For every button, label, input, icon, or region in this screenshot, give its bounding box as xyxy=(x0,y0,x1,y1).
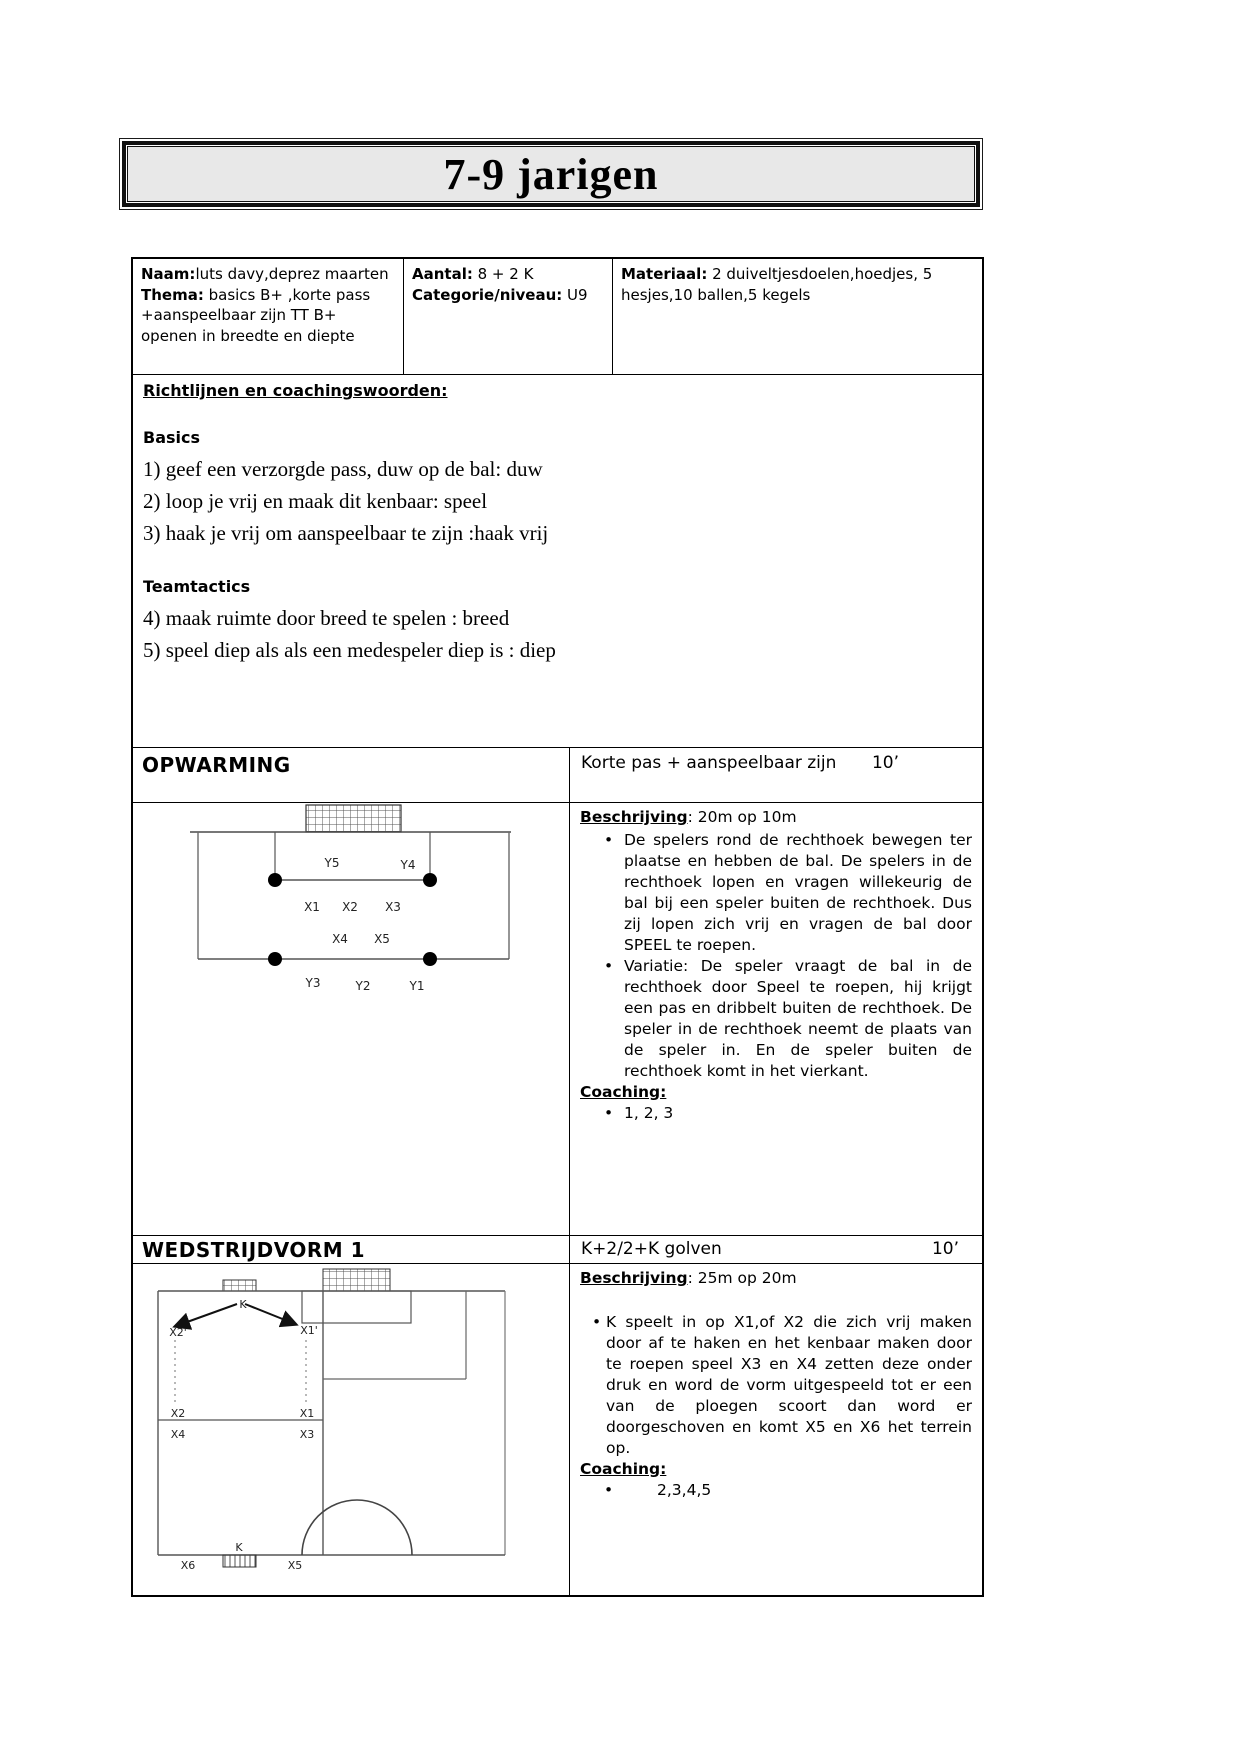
player-label-x2: X2 xyxy=(342,900,358,914)
cone-marker xyxy=(268,952,282,966)
wedstrijdvorm-title: WEDSTRIJDVORM 1 xyxy=(142,1238,366,1262)
beschrijving-size: : 25m op 20m xyxy=(687,1269,797,1287)
keeper-label-top: K xyxy=(239,1298,247,1311)
player-label-x1: X1 xyxy=(299,1407,315,1420)
thema-value: basics B+ ,korte pass +aanspeelbaar zijn TT B+ openen in breedte en diepte xyxy=(141,285,371,346)
goal-icon xyxy=(223,1280,256,1291)
wedstrijdvorm-bullet: • K speelt in op X1,of X2 die zich vrij maken door af te haken en het kenbaar maken door te roepen speel X3 en X4 zetten deze onder druk en word de vorm uitgespeeld tot er een van de ploegen scoort dan word er doorgeschoven en komt X5 en X6 het terrein op. xyxy=(592,1312,972,1459)
basics-item: 1) geef een verzorgde pass, duw op de bal: duw xyxy=(143,457,543,481)
penalty-arc xyxy=(302,1500,412,1555)
thema-label: Thema: xyxy=(141,285,204,304)
player-label-x2: X2 xyxy=(170,1407,186,1420)
opwarming-bullet: • De spelers rond de rechthoek bewegen ter plaatse en hebben de bal. De spelers in de rechthoek lopen en vragen willekeurig de bal bij een speler buiten de rechthoek. Dus zij lopen zich vrij en vragen de bal door SPEEL te roepen. xyxy=(602,830,972,956)
opwarming-title-cell xyxy=(133,748,570,802)
keeper-label-bottom: K xyxy=(235,1541,243,1554)
spacer xyxy=(580,1289,974,1310)
beschrijving-size: : 20m op 10m xyxy=(687,808,797,826)
basics-heading: Basics xyxy=(143,428,201,447)
player-label-y2: Y2 xyxy=(355,979,371,993)
naam-thema-cell xyxy=(133,259,404,374)
player-label-x5: X5 xyxy=(287,1559,303,1572)
title-banner-border xyxy=(122,141,980,207)
main-table xyxy=(131,257,984,1597)
wedstrijdvorm-coaching-list xyxy=(580,1480,974,1501)
pass-arrow-right xyxy=(245,1304,295,1324)
opwarming-title: OPWARMING xyxy=(142,753,291,777)
richtlijnen-heading: Richtlijnen en coachingswoorden: xyxy=(143,381,448,400)
player-label-y1: Y1 xyxy=(409,979,425,993)
cone-marker xyxy=(268,873,282,887)
wedstrijdvorm-coaching-item: • 2,3,4,5 xyxy=(602,1480,974,1501)
opwarming-duration: 10’ xyxy=(871,753,899,773)
title-banner-inner xyxy=(127,146,975,202)
wedstrijdvorm-coaching-heading: Coaching: xyxy=(580,1460,667,1478)
opwarming-bullet: • Variatie: De speler vraagt de bal in de rechthoek door Speel te roepen, hij krijgt een pas en dribbelt buiten de rechthoek. De speler in de rechthoek neemt de plaats van de speler in. En de speler buiten de rechthoek komt in het vierkant. xyxy=(602,956,972,1082)
basics-item: 2) loop je vrij en maak dit kenbaar: speel xyxy=(143,489,488,513)
aantal-categorie-cell xyxy=(404,259,613,374)
goal-icon xyxy=(323,1269,390,1291)
wedstrijdvorm-content-row xyxy=(133,1264,982,1595)
player-label-x4: X4 xyxy=(332,932,348,946)
player-label-x1p: X1' xyxy=(300,1324,318,1337)
teamtactics-item: 5) speel diep als als een medespeler diep is : diep xyxy=(143,638,556,662)
wedstrijdvorm-bullet-list xyxy=(580,1312,974,1459)
naam-label: Naam: xyxy=(141,265,196,283)
title-banner xyxy=(119,138,983,210)
opwarming-header-row xyxy=(133,748,982,803)
richtlijnen-section xyxy=(133,375,982,748)
materiaal-label: Materiaal: xyxy=(621,265,708,283)
player-label-x3: X3 xyxy=(385,900,401,914)
opwarming-beschrijving-line xyxy=(580,807,974,828)
cone-marker xyxy=(423,952,437,966)
player-label-x3: X3 xyxy=(299,1428,315,1441)
categorie-value: U9 xyxy=(562,285,588,304)
page-title: 7-9 jarigen xyxy=(443,149,659,199)
wedstrijdvorm-header-row xyxy=(133,1236,982,1264)
opwarming-coaching-list xyxy=(580,1103,974,1124)
opwarming-subtitle-cell xyxy=(570,748,982,802)
wedstrijdvorm-beschrijving-line xyxy=(580,1268,974,1289)
player-label-y5: Y5 xyxy=(324,856,340,870)
aantal-value: 8 + 2 K xyxy=(472,265,534,283)
player-label-y3: Y3 xyxy=(305,976,321,990)
info-row xyxy=(133,259,982,375)
categorie-label: Categorie/niveau: xyxy=(412,285,563,304)
teamtactics-item: 4) maak ruimte door breed te spelen : breed xyxy=(143,606,510,630)
teamtactics-list xyxy=(143,602,972,666)
opwarming-field-diagram xyxy=(133,803,570,1236)
materiaal-value: 2 duiveltjesdoelen,hoedjes, 5 hesjes,10 ballen,5 kegels xyxy=(621,265,933,304)
player-label-x2p: X2' xyxy=(169,1326,187,1339)
opwarming-bullet-list xyxy=(580,830,974,1082)
player-label-x1: X1 xyxy=(304,900,320,914)
opwarming-content-row xyxy=(133,803,982,1236)
wedstrijdvorm-subtitle: K+2/2+K golven xyxy=(581,1239,722,1259)
player-label-y4: Y4 xyxy=(400,858,416,872)
player-label-x5: X5 xyxy=(374,932,390,946)
teamtactics-heading: Teamtactics xyxy=(143,577,251,596)
basics-list xyxy=(143,453,972,549)
cone-marker xyxy=(423,873,437,887)
opwarming-subtitle: Korte pas + aanspeelbaar zijn xyxy=(581,753,837,773)
opwarming-coaching-heading: Coaching: xyxy=(580,1083,667,1101)
aantal-label: Aantal: xyxy=(412,265,473,283)
wedstrijdvorm-description-cell xyxy=(570,1264,982,1595)
opwarming-description-cell xyxy=(570,803,982,1235)
wedstrijdvorm-subtitle-cell xyxy=(570,1236,982,1263)
beschrijving-label: Beschrijving xyxy=(580,1269,688,1287)
goal-icon xyxy=(223,1555,256,1567)
opwarming-diagram-cell xyxy=(133,803,570,1235)
naam-value: luts davy,deprez maarten xyxy=(195,265,389,283)
goal-icon xyxy=(306,805,401,832)
opwarming-coaching-item: • 1, 2, 3 xyxy=(602,1103,974,1124)
basics-item: 3) haak je vrij om aanspeelbaar te zijn :haak vrij xyxy=(143,521,549,545)
pass-arrow-left xyxy=(176,1304,237,1326)
player-label-x6: X6 xyxy=(180,1559,196,1572)
wedstrijdvorm-title-cell xyxy=(133,1236,570,1263)
beschrijving-label: Beschrijving xyxy=(580,808,688,826)
player-label-x4: X4 xyxy=(170,1428,186,1441)
wedstrijdvorm-field-diagram xyxy=(133,1264,570,1595)
goal-area-box xyxy=(302,1291,411,1323)
wedstrijdvorm-diagram-cell xyxy=(133,1264,570,1595)
wedstrijdvorm-duration: 10’ xyxy=(931,1239,959,1259)
materiaal-cell xyxy=(613,259,982,374)
